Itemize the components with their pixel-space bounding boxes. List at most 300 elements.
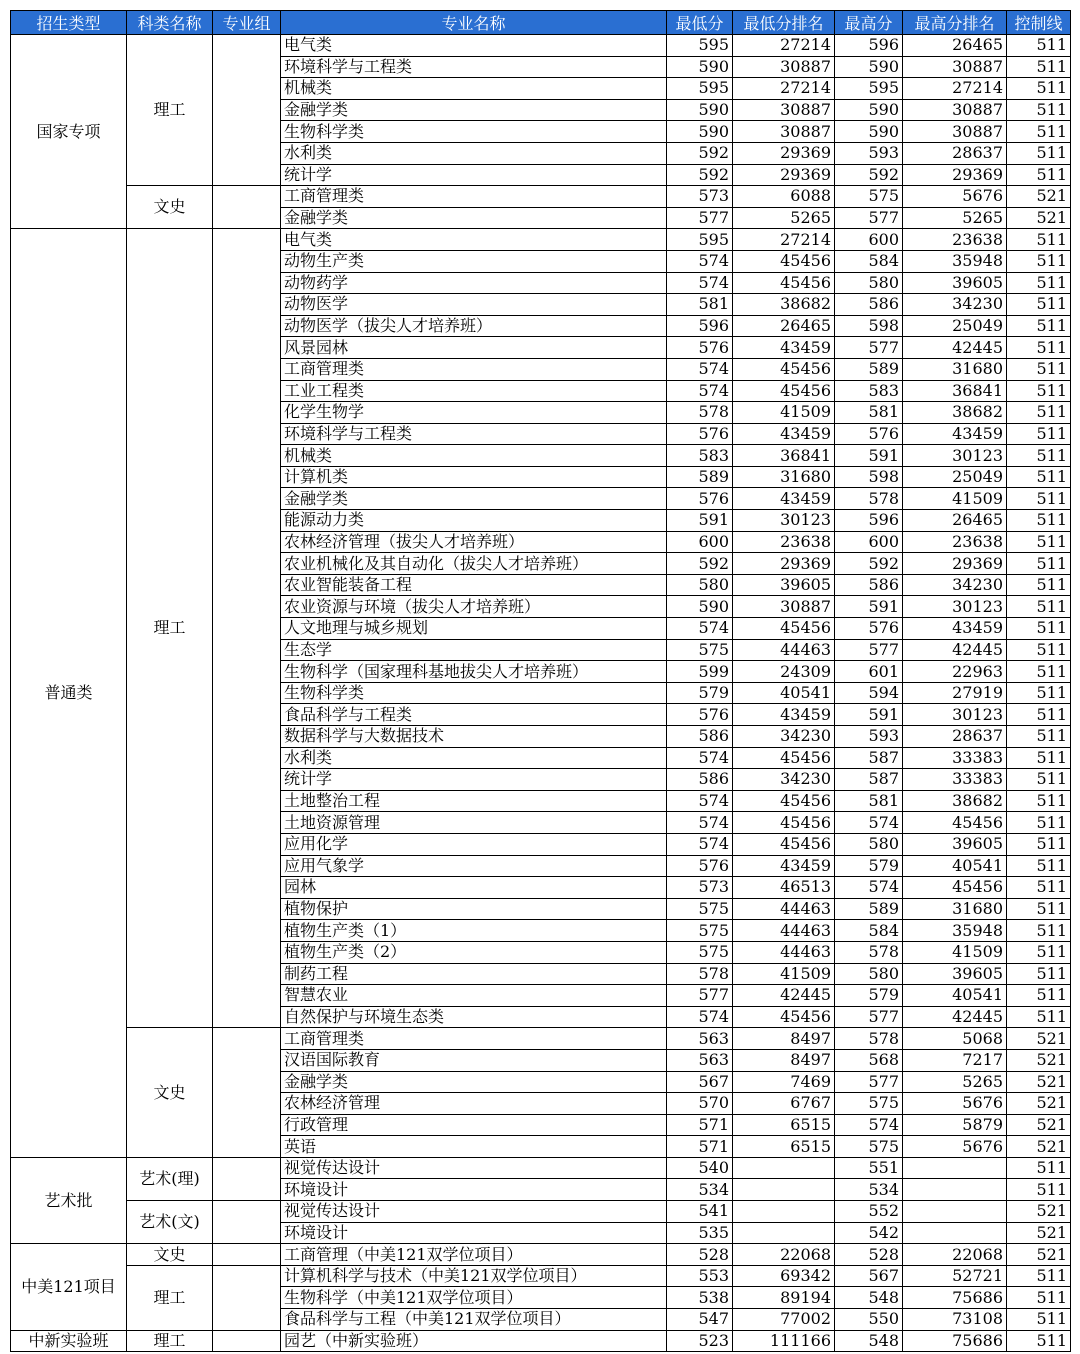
max-rank-cell: 35948: [903, 920, 1007, 942]
control-line-cell: 511: [1007, 142, 1071, 164]
control-line-cell: 511: [1007, 639, 1071, 661]
control-line-cell: 521: [1007, 1049, 1071, 1071]
max-rank-cell: 41509: [903, 941, 1007, 963]
min-rank-cell: 45456: [733, 790, 835, 812]
max-rank-cell: 42445: [903, 337, 1007, 359]
max-rank-cell: 38682: [903, 790, 1007, 812]
max-score-cell: 591: [835, 596, 903, 618]
min-rank-cell: 41509: [733, 963, 835, 985]
major-name-cell: 金融学类: [281, 488, 667, 510]
min-rank-cell: [733, 1179, 835, 1201]
min-rank-cell: 43459: [733, 423, 835, 445]
min-rank-cell: 6088: [733, 186, 835, 208]
admission-type-cell: 国家专项: [11, 35, 127, 229]
min-score-cell: 534: [667, 1179, 733, 1201]
max-rank-cell: 45456: [903, 877, 1007, 899]
max-score-cell: 551: [835, 1157, 903, 1179]
admission-type-cell: 普通类: [11, 229, 127, 1158]
control-line-cell: 511: [1007, 445, 1071, 467]
min-rank-cell: 27214: [733, 78, 835, 100]
min-score-cell: 576: [667, 488, 733, 510]
max-rank-cell: 30887: [903, 121, 1007, 143]
major-name-cell: 计算机科学与技术（中美121双学位项目）: [281, 1265, 667, 1287]
max-score-cell: 579: [835, 855, 903, 877]
control-line-cell: 521: [1007, 1244, 1071, 1266]
min-rank-cell: 6515: [733, 1136, 835, 1158]
max-rank-cell: 39605: [903, 272, 1007, 294]
control-line-cell: 511: [1007, 488, 1071, 510]
major-name-cell: 英语: [281, 1136, 667, 1158]
major-name-cell: 植物保护: [281, 898, 667, 920]
min-score-cell: 574: [667, 747, 733, 769]
category-cell: 艺术(文): [127, 1201, 213, 1244]
min-rank-cell: 44463: [733, 898, 835, 920]
max-rank-cell: 22068: [903, 1244, 1007, 1266]
min-score-cell: 592: [667, 142, 733, 164]
min-score-cell: 541: [667, 1201, 733, 1223]
header-min-score: 最低分: [667, 11, 733, 35]
min-rank-cell: 44463: [733, 920, 835, 942]
table-body: [11, 35, 1071, 1352]
major-name-cell: 生物科学类: [281, 121, 667, 143]
header-category-name: 科类名称: [127, 11, 213, 35]
major-name-cell: 水利类: [281, 142, 667, 164]
max-score-cell: 528: [835, 1244, 903, 1266]
major-name-cell: 环境科学与工程类: [281, 56, 667, 78]
max-rank-cell: 5068: [903, 1028, 1007, 1050]
max-score-cell: 598: [835, 466, 903, 488]
major-name-cell: 工商管理类: [281, 358, 667, 380]
max-rank-cell: 34230: [903, 294, 1007, 316]
min-score-cell: 563: [667, 1049, 733, 1071]
max-score-cell: 591: [835, 445, 903, 467]
min-rank-cell: 44463: [733, 941, 835, 963]
min-score-cell: 595: [667, 78, 733, 100]
max-rank-cell: 41509: [903, 488, 1007, 510]
max-score-cell: 578: [835, 941, 903, 963]
min-score-cell: 590: [667, 596, 733, 618]
min-score-cell: 571: [667, 1114, 733, 1136]
min-score-cell: 574: [667, 618, 733, 640]
min-score-cell: 591: [667, 510, 733, 532]
min-rank-cell: 43459: [733, 488, 835, 510]
header-control-line: 控制线: [1007, 11, 1071, 35]
min-score-cell: 586: [667, 769, 733, 791]
control-line-cell: 511: [1007, 294, 1071, 316]
table-row: [11, 1244, 1071, 1266]
min-score-cell: 581: [667, 294, 733, 316]
max-rank-cell: 7217: [903, 1049, 1007, 1071]
max-score-cell: 581: [835, 790, 903, 812]
max-score-cell: 534: [835, 1179, 903, 1201]
admission-type-cell: 中新实验班: [11, 1330, 127, 1352]
major-name-cell: 自然保护与环境生态类: [281, 1006, 667, 1028]
max-rank-cell: 42445: [903, 1006, 1007, 1028]
min-rank-cell: [733, 1222, 835, 1244]
major-name-cell: 视觉传达设计: [281, 1157, 667, 1179]
min-rank-cell: 43459: [733, 337, 835, 359]
min-score-cell: 576: [667, 855, 733, 877]
min-score-cell: 553: [667, 1265, 733, 1287]
major-group-cell: [213, 1157, 281, 1200]
category-cell: 文史: [127, 1028, 213, 1158]
control-line-cell: 521: [1007, 1028, 1071, 1050]
max-score-cell: 577: [835, 639, 903, 661]
min-score-cell: 575: [667, 941, 733, 963]
max-rank-cell: 5676: [903, 1136, 1007, 1158]
major-name-cell: 统计学: [281, 769, 667, 791]
major-name-cell: 应用气象学: [281, 855, 667, 877]
control-line-cell: 511: [1007, 1287, 1071, 1309]
max-rank-cell: 31680: [903, 358, 1007, 380]
major-name-cell: 植物生产类（2）: [281, 941, 667, 963]
max-score-cell: 596: [835, 510, 903, 532]
min-rank-cell: 7469: [733, 1071, 835, 1093]
header-major-name: 专业名称: [281, 11, 667, 35]
max-rank-cell: 5879: [903, 1114, 1007, 1136]
max-score-cell: 577: [835, 1071, 903, 1093]
header-row: [11, 11, 1071, 35]
max-rank-cell: 39605: [903, 833, 1007, 855]
min-rank-cell: 39605: [733, 574, 835, 596]
major-name-cell: 化学生物学: [281, 402, 667, 424]
max-score-cell: 577: [835, 1006, 903, 1028]
min-rank-cell: 22068: [733, 1244, 835, 1266]
control-line-cell: 511: [1007, 380, 1071, 402]
max-rank-cell: 30887: [903, 99, 1007, 121]
control-line-cell: 511: [1007, 466, 1071, 488]
category-cell: 理工: [127, 1330, 213, 1352]
major-name-cell: 农业资源与环境（拔尖人才培养班）: [281, 596, 667, 618]
control-line-cell: 511: [1007, 574, 1071, 596]
max-score-cell: 594: [835, 682, 903, 704]
min-rank-cell: 43459: [733, 704, 835, 726]
major-name-cell: 植物生产类（1）: [281, 920, 667, 942]
max-rank-cell: [903, 1222, 1007, 1244]
max-rank-cell: 26465: [903, 510, 1007, 532]
max-score-cell: 574: [835, 877, 903, 899]
major-name-cell: 食品科学与工程类: [281, 704, 667, 726]
major-name-cell: 农林经济管理（拔尖人才培养班）: [281, 531, 667, 553]
min-rank-cell: 111166: [733, 1330, 835, 1352]
major-name-cell: 机械类: [281, 445, 667, 467]
max-score-cell: 576: [835, 618, 903, 640]
max-score-cell: 584: [835, 920, 903, 942]
major-name-cell: 人文地理与城乡规划: [281, 618, 667, 640]
min-score-cell: 577: [667, 985, 733, 1007]
min-rank-cell: 24309: [733, 661, 835, 683]
control-line-cell: 511: [1007, 920, 1071, 942]
major-name-cell: 食品科学与工程（中美121双学位项目）: [281, 1309, 667, 1331]
major-name-cell: 农业智能装备工程: [281, 574, 667, 596]
control-line-cell: 511: [1007, 985, 1071, 1007]
control-line-cell: 511: [1007, 898, 1071, 920]
max-score-cell: 600: [835, 229, 903, 251]
max-score-cell: 575: [835, 1136, 903, 1158]
max-rank-cell: 39605: [903, 963, 1007, 985]
table-row: [11, 1028, 1071, 1050]
min-score-cell: 573: [667, 877, 733, 899]
header-major-group: 专业组: [213, 11, 281, 35]
min-score-cell: 586: [667, 726, 733, 748]
min-score-cell: 523: [667, 1330, 733, 1352]
major-name-cell: 电气类: [281, 229, 667, 251]
major-name-cell: 制药工程: [281, 963, 667, 985]
major-name-cell: 农林经济管理: [281, 1093, 667, 1115]
max-rank-cell: 52721: [903, 1265, 1007, 1287]
max-rank-cell: 33383: [903, 747, 1007, 769]
max-rank-cell: 28637: [903, 142, 1007, 164]
max-rank-cell: 25049: [903, 466, 1007, 488]
min-score-cell: 576: [667, 423, 733, 445]
min-rank-cell: 30887: [733, 596, 835, 618]
max-rank-cell: 28637: [903, 726, 1007, 748]
min-score-cell: 574: [667, 812, 733, 834]
max-rank-cell: 40541: [903, 855, 1007, 877]
max-rank-cell: 29369: [903, 164, 1007, 186]
max-score-cell: 589: [835, 898, 903, 920]
max-score-cell: 574: [835, 812, 903, 834]
max-score-cell: 542: [835, 1222, 903, 1244]
max-score-cell: 568: [835, 1049, 903, 1071]
min-rank-cell: 8497: [733, 1049, 835, 1071]
min-rank-cell: 46513: [733, 877, 835, 899]
max-rank-cell: [903, 1201, 1007, 1223]
control-line-cell: 511: [1007, 1179, 1071, 1201]
min-rank-cell: 30887: [733, 121, 835, 143]
min-score-cell: 590: [667, 99, 733, 121]
max-score-cell: 548: [835, 1287, 903, 1309]
min-rank-cell: 45456: [733, 358, 835, 380]
control-line-cell: 511: [1007, 423, 1071, 445]
min-score-cell: 528: [667, 1244, 733, 1266]
control-line-cell: 521: [1007, 1201, 1071, 1223]
max-score-cell: 587: [835, 747, 903, 769]
control-line-cell: 511: [1007, 553, 1071, 575]
min-score-cell: 579: [667, 682, 733, 704]
major-name-cell: 金融学类: [281, 99, 667, 121]
max-rank-cell: 23638: [903, 229, 1007, 251]
min-score-cell: 570: [667, 1093, 733, 1115]
min-rank-cell: 6767: [733, 1093, 835, 1115]
min-rank-cell: [733, 1157, 835, 1179]
table-row: [11, 229, 1071, 251]
major-name-cell: 园林: [281, 877, 667, 899]
min-score-cell: 576: [667, 704, 733, 726]
category-cell: 理工: [127, 229, 213, 1028]
major-name-cell: 环境科学与工程类: [281, 423, 667, 445]
max-score-cell: 595: [835, 78, 903, 100]
header-admission-type: 招生类型: [11, 11, 127, 35]
major-name-cell: 汉语国际教育: [281, 1049, 667, 1071]
control-line-cell: 511: [1007, 833, 1071, 855]
control-line-cell: 511: [1007, 596, 1071, 618]
min-score-cell: 574: [667, 790, 733, 812]
major-name-cell: 动物生产类: [281, 250, 667, 272]
major-name-cell: 数据科学与大数据技术: [281, 726, 667, 748]
major-group-cell: [213, 1265, 281, 1330]
major-name-cell: 机械类: [281, 78, 667, 100]
min-rank-cell: 45456: [733, 618, 835, 640]
max-score-cell: 598: [835, 315, 903, 337]
major-name-cell: 生物科学类: [281, 682, 667, 704]
max-score-cell: 586: [835, 574, 903, 596]
max-rank-cell: 43459: [903, 618, 1007, 640]
min-rank-cell: 29369: [733, 164, 835, 186]
max-rank-cell: 30123: [903, 445, 1007, 467]
max-rank-cell: 30123: [903, 704, 1007, 726]
max-score-cell: 550: [835, 1309, 903, 1331]
admission-table-container: [10, 10, 1071, 1352]
max-score-cell: 580: [835, 963, 903, 985]
min-score-cell: 583: [667, 445, 733, 467]
control-line-cell: 511: [1007, 531, 1071, 553]
max-rank-cell: 75686: [903, 1287, 1007, 1309]
major-group-cell: [213, 1244, 281, 1266]
category-cell: 文史: [127, 186, 213, 229]
min-rank-cell: 5265: [733, 207, 835, 229]
max-score-cell: 592: [835, 164, 903, 186]
min-rank-cell: 29369: [733, 553, 835, 575]
major-name-cell: 环境设计: [281, 1179, 667, 1201]
control-line-cell: 511: [1007, 1330, 1071, 1352]
max-score-cell: 601: [835, 661, 903, 683]
max-rank-cell: 40541: [903, 985, 1007, 1007]
min-rank-cell: 8497: [733, 1028, 835, 1050]
min-score-cell: 540: [667, 1157, 733, 1179]
min-rank-cell: 69342: [733, 1265, 835, 1287]
min-score-cell: 575: [667, 898, 733, 920]
control-line-cell: 511: [1007, 661, 1071, 683]
max-score-cell: 587: [835, 769, 903, 791]
max-rank-cell: 42445: [903, 639, 1007, 661]
control-line-cell: 511: [1007, 1265, 1071, 1287]
max-rank-cell: 30123: [903, 596, 1007, 618]
min-score-cell: 574: [667, 380, 733, 402]
max-score-cell: 590: [835, 56, 903, 78]
min-rank-cell: 77002: [733, 1309, 835, 1331]
max-score-cell: 590: [835, 99, 903, 121]
major-group-cell: [213, 1028, 281, 1158]
min-score-cell: 575: [667, 639, 733, 661]
major-name-cell: 水利类: [281, 747, 667, 769]
major-name-cell: 智慧农业: [281, 985, 667, 1007]
table-row: [11, 1201, 1071, 1223]
major-name-cell: 能源动力类: [281, 510, 667, 532]
max-score-cell: 580: [835, 833, 903, 855]
major-name-cell: 电气类: [281, 35, 667, 57]
major-name-cell: 园艺（中新实验班）: [281, 1330, 667, 1352]
max-rank-cell: 23638: [903, 531, 1007, 553]
major-name-cell: 环境设计: [281, 1222, 667, 1244]
max-score-cell: 593: [835, 142, 903, 164]
major-name-cell: 工商管理类: [281, 1028, 667, 1050]
major-name-cell: 工商管理（中美121双学位项目）: [281, 1244, 667, 1266]
control-line-cell: 511: [1007, 99, 1071, 121]
control-line-cell: 521: [1007, 1136, 1071, 1158]
control-line-cell: 511: [1007, 769, 1071, 791]
max-score-cell: 578: [835, 1028, 903, 1050]
max-score-cell: 577: [835, 207, 903, 229]
min-rank-cell: 30123: [733, 510, 835, 532]
min-rank-cell: 27214: [733, 35, 835, 57]
table-row: [11, 186, 1071, 208]
min-rank-cell: 43459: [733, 855, 835, 877]
min-rank-cell: 34230: [733, 726, 835, 748]
header-max-rank: 最高分排名: [903, 11, 1007, 35]
max-score-cell: 581: [835, 402, 903, 424]
min-score-cell: 580: [667, 574, 733, 596]
min-score-cell: 595: [667, 229, 733, 251]
max-score-cell: 590: [835, 121, 903, 143]
control-line-cell: 511: [1007, 250, 1071, 272]
min-score-cell: 578: [667, 963, 733, 985]
min-rank-cell: 45456: [733, 1006, 835, 1028]
max-rank-cell: 30887: [903, 56, 1007, 78]
max-rank-cell: 5265: [903, 1071, 1007, 1093]
min-rank-cell: 45456: [733, 747, 835, 769]
control-line-cell: 521: [1007, 1071, 1071, 1093]
min-rank-cell: 45456: [733, 380, 835, 402]
control-line-cell: 511: [1007, 682, 1071, 704]
control-line-cell: 511: [1007, 812, 1071, 834]
major-group-cell: [213, 35, 281, 186]
max-score-cell: 580: [835, 272, 903, 294]
min-score-cell: 575: [667, 920, 733, 942]
max-score-cell: 600: [835, 531, 903, 553]
major-name-cell: 动物医学（拔尖人才培养班）: [281, 315, 667, 337]
major-name-cell: 土地整治工程: [281, 790, 667, 812]
major-name-cell: 动物药学: [281, 272, 667, 294]
max-rank-cell: 5676: [903, 186, 1007, 208]
major-name-cell: 视觉传达设计: [281, 1201, 667, 1223]
min-score-cell: 574: [667, 272, 733, 294]
min-rank-cell: 26465: [733, 315, 835, 337]
control-line-cell: 511: [1007, 358, 1071, 380]
min-rank-cell: 23638: [733, 531, 835, 553]
table-row: [11, 1157, 1071, 1179]
max-rank-cell: 45456: [903, 812, 1007, 834]
min-rank-cell: 30887: [733, 56, 835, 78]
max-score-cell: 578: [835, 488, 903, 510]
min-score-cell: 573: [667, 186, 733, 208]
min-rank-cell: 27214: [733, 229, 835, 251]
min-rank-cell: 34230: [733, 769, 835, 791]
min-rank-cell: 36841: [733, 445, 835, 467]
major-name-cell: 金融学类: [281, 207, 667, 229]
control-line-cell: 511: [1007, 941, 1071, 963]
category-cell: 理工: [127, 35, 213, 186]
major-name-cell: 统计学: [281, 164, 667, 186]
max-rank-cell: 5676: [903, 1093, 1007, 1115]
min-score-cell: 600: [667, 531, 733, 553]
table-row: [11, 35, 1071, 57]
min-rank-cell: 29369: [733, 142, 835, 164]
max-score-cell: 567: [835, 1265, 903, 1287]
control-line-cell: 511: [1007, 704, 1071, 726]
category-cell: 理工: [127, 1265, 213, 1330]
max-rank-cell: 33383: [903, 769, 1007, 791]
max-score-cell: 589: [835, 358, 903, 380]
max-score-cell: 591: [835, 704, 903, 726]
control-line-cell: 511: [1007, 877, 1071, 899]
min-score-cell: 574: [667, 250, 733, 272]
control-line-cell: 511: [1007, 1006, 1071, 1028]
admission-type-cell: 艺术批: [11, 1157, 127, 1243]
min-rank-cell: 44463: [733, 639, 835, 661]
min-rank-cell: 45456: [733, 833, 835, 855]
min-score-cell: 563: [667, 1028, 733, 1050]
